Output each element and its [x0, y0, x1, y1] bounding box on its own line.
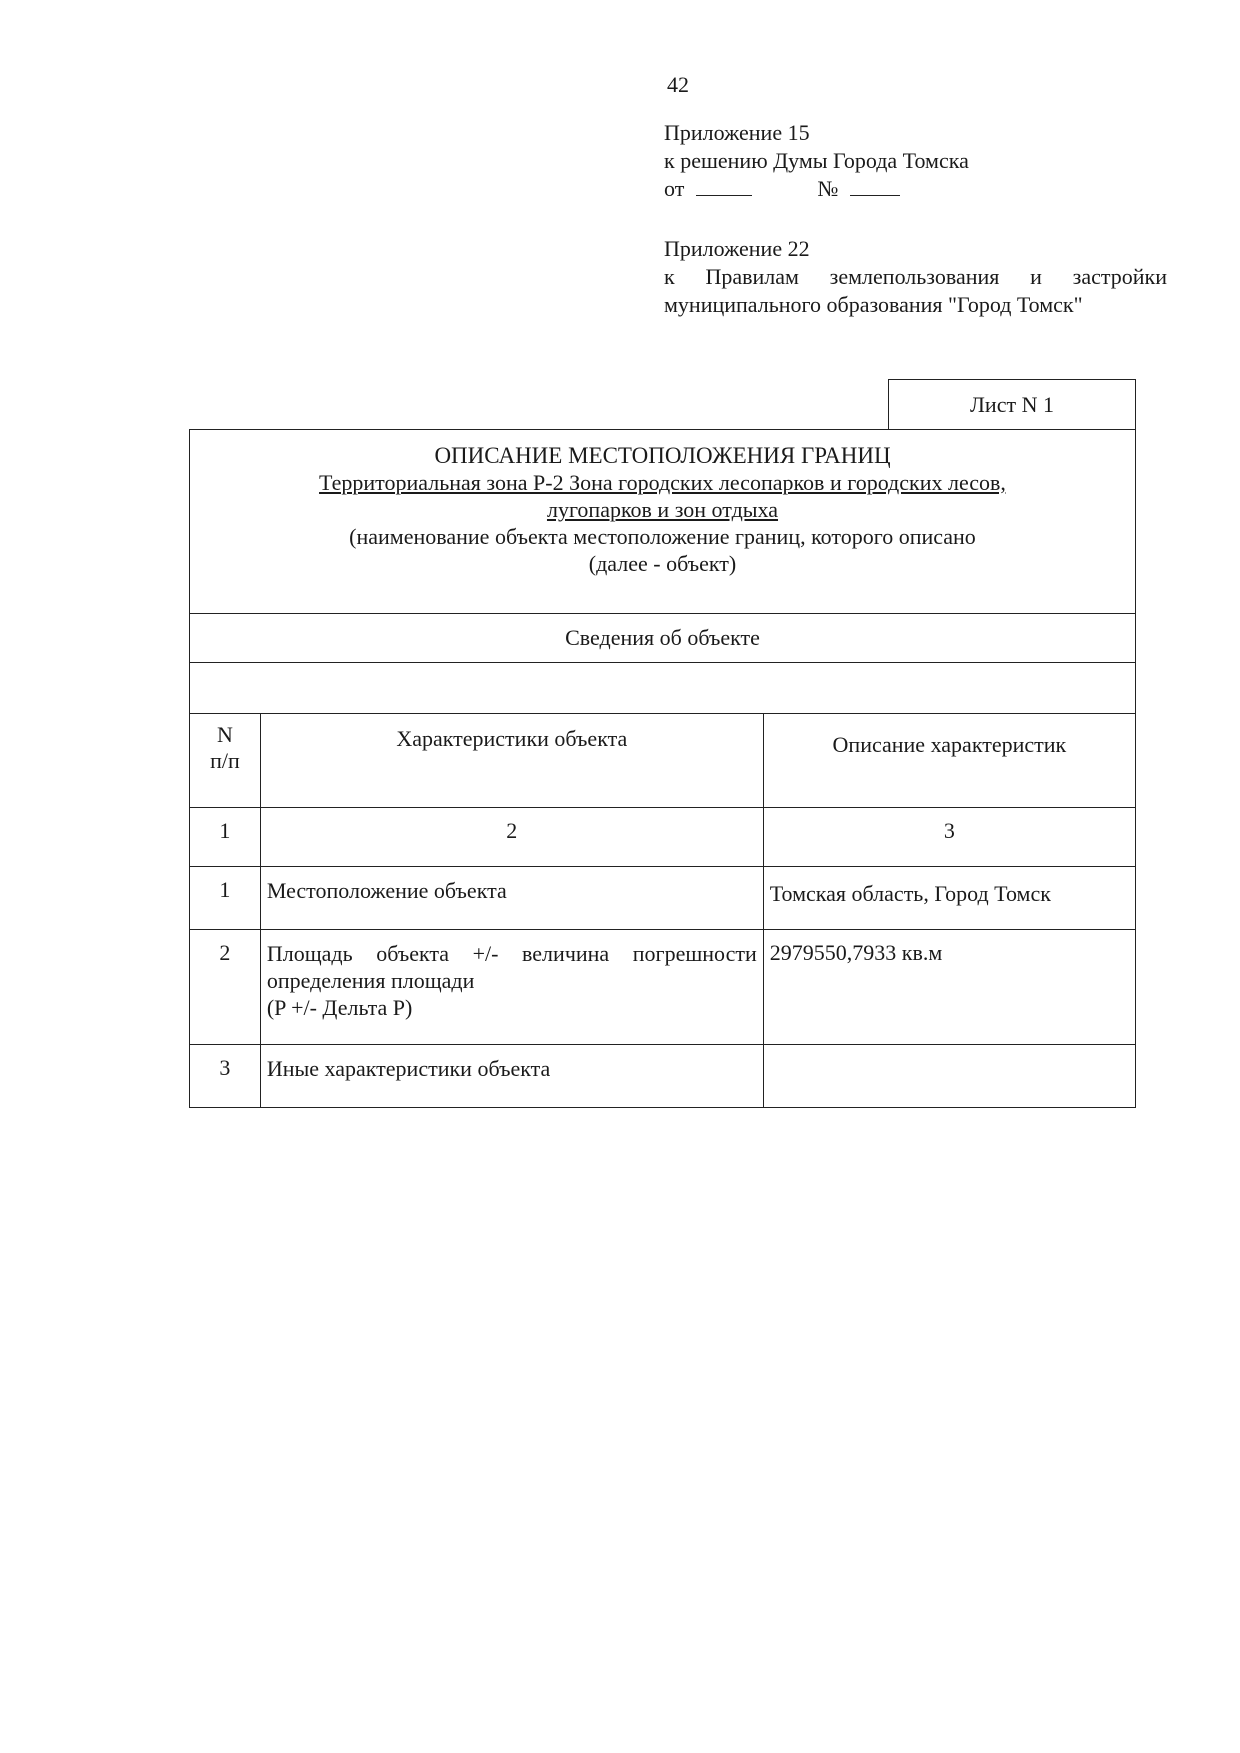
annex-22-title: Приложение 22 — [664, 236, 810, 261]
column-number-2: 2 — [260, 808, 763, 867]
sheet-label: Лист N 1 — [888, 379, 1136, 430]
row-characteristic: Местоположение объекта — [260, 867, 763, 930]
column-number-row — [190, 808, 1136, 867]
row-characteristic — [260, 930, 763, 1045]
zone-name-line2: лугопарков и зон отдыха — [546, 497, 779, 522]
date-blank — [696, 177, 752, 196]
row-characteristic-line1: Площадь объекта +/- величина погрешности — [266, 941, 757, 966]
page-number: 42 — [667, 72, 689, 97]
column-number-3: 3 — [763, 808, 1135, 867]
column-number-1: 1 — [190, 808, 261, 867]
zone-name-line1: Территориальная зона Р-2 Зона городских лесопарков и городских лесов, — [319, 470, 1006, 495]
empty-cell — [190, 663, 1136, 714]
row-characteristic-line2: определения площади — [266, 968, 475, 993]
annex-15-date-number — [664, 175, 1167, 203]
title-cell — [190, 430, 1136, 614]
date-label: от — [664, 176, 685, 201]
annex-22-municipality: муниципального образования "Город Томск" — [664, 292, 1083, 317]
header-num-line2: п/п — [210, 748, 240, 773]
table-row — [190, 867, 1136, 930]
row-characteristic-line3: (P +/- Дельта P) — [266, 995, 413, 1020]
header-row — [190, 714, 1136, 808]
row-description: Томская область, Город Томск — [763, 867, 1135, 930]
annex-22-reference: к Правилам землепользования и застройки — [664, 264, 1167, 289]
row-description — [763, 1045, 1135, 1108]
header-num-line1: N — [216, 722, 233, 747]
row-number: 2 — [190, 930, 261, 1045]
info-heading-row — [190, 614, 1136, 663]
number-blank — [850, 177, 900, 196]
header-characteristics: Характеристики объекта — [260, 714, 763, 808]
table-row — [190, 1045, 1136, 1108]
title-note-line2: (далее - объект) — [588, 551, 737, 576]
row-number: 3 — [190, 1045, 261, 1108]
table-row — [190, 930, 1136, 1045]
document-title: ОПИСАНИЕ МЕСТОПОЛОЖЕНИЯ ГРАНИЦ — [434, 443, 891, 468]
header-description: Описание характеристик — [763, 714, 1135, 808]
row-description: 2979550,7933 кв.м — [763, 930, 1135, 1045]
annex-15-block — [664, 119, 1167, 203]
header-num — [190, 714, 261, 808]
number-label: № — [817, 176, 839, 201]
empty-row — [190, 663, 1136, 714]
title-note-line1: (наименование объекта местоположение границ, которого описано — [349, 524, 976, 549]
info-heading: Сведения об объекте — [190, 614, 1136, 663]
boundary-description-table — [189, 429, 1136, 1108]
title-row — [190, 430, 1136, 614]
annex-22-block — [664, 235, 1167, 319]
annex-15-reference: к решению Думы Города Томска — [664, 148, 969, 173]
row-characteristic: Иные характеристики объекта — [260, 1045, 763, 1108]
row-number: 1 — [190, 867, 261, 930]
annex-15-title: Приложение 15 — [664, 120, 810, 145]
